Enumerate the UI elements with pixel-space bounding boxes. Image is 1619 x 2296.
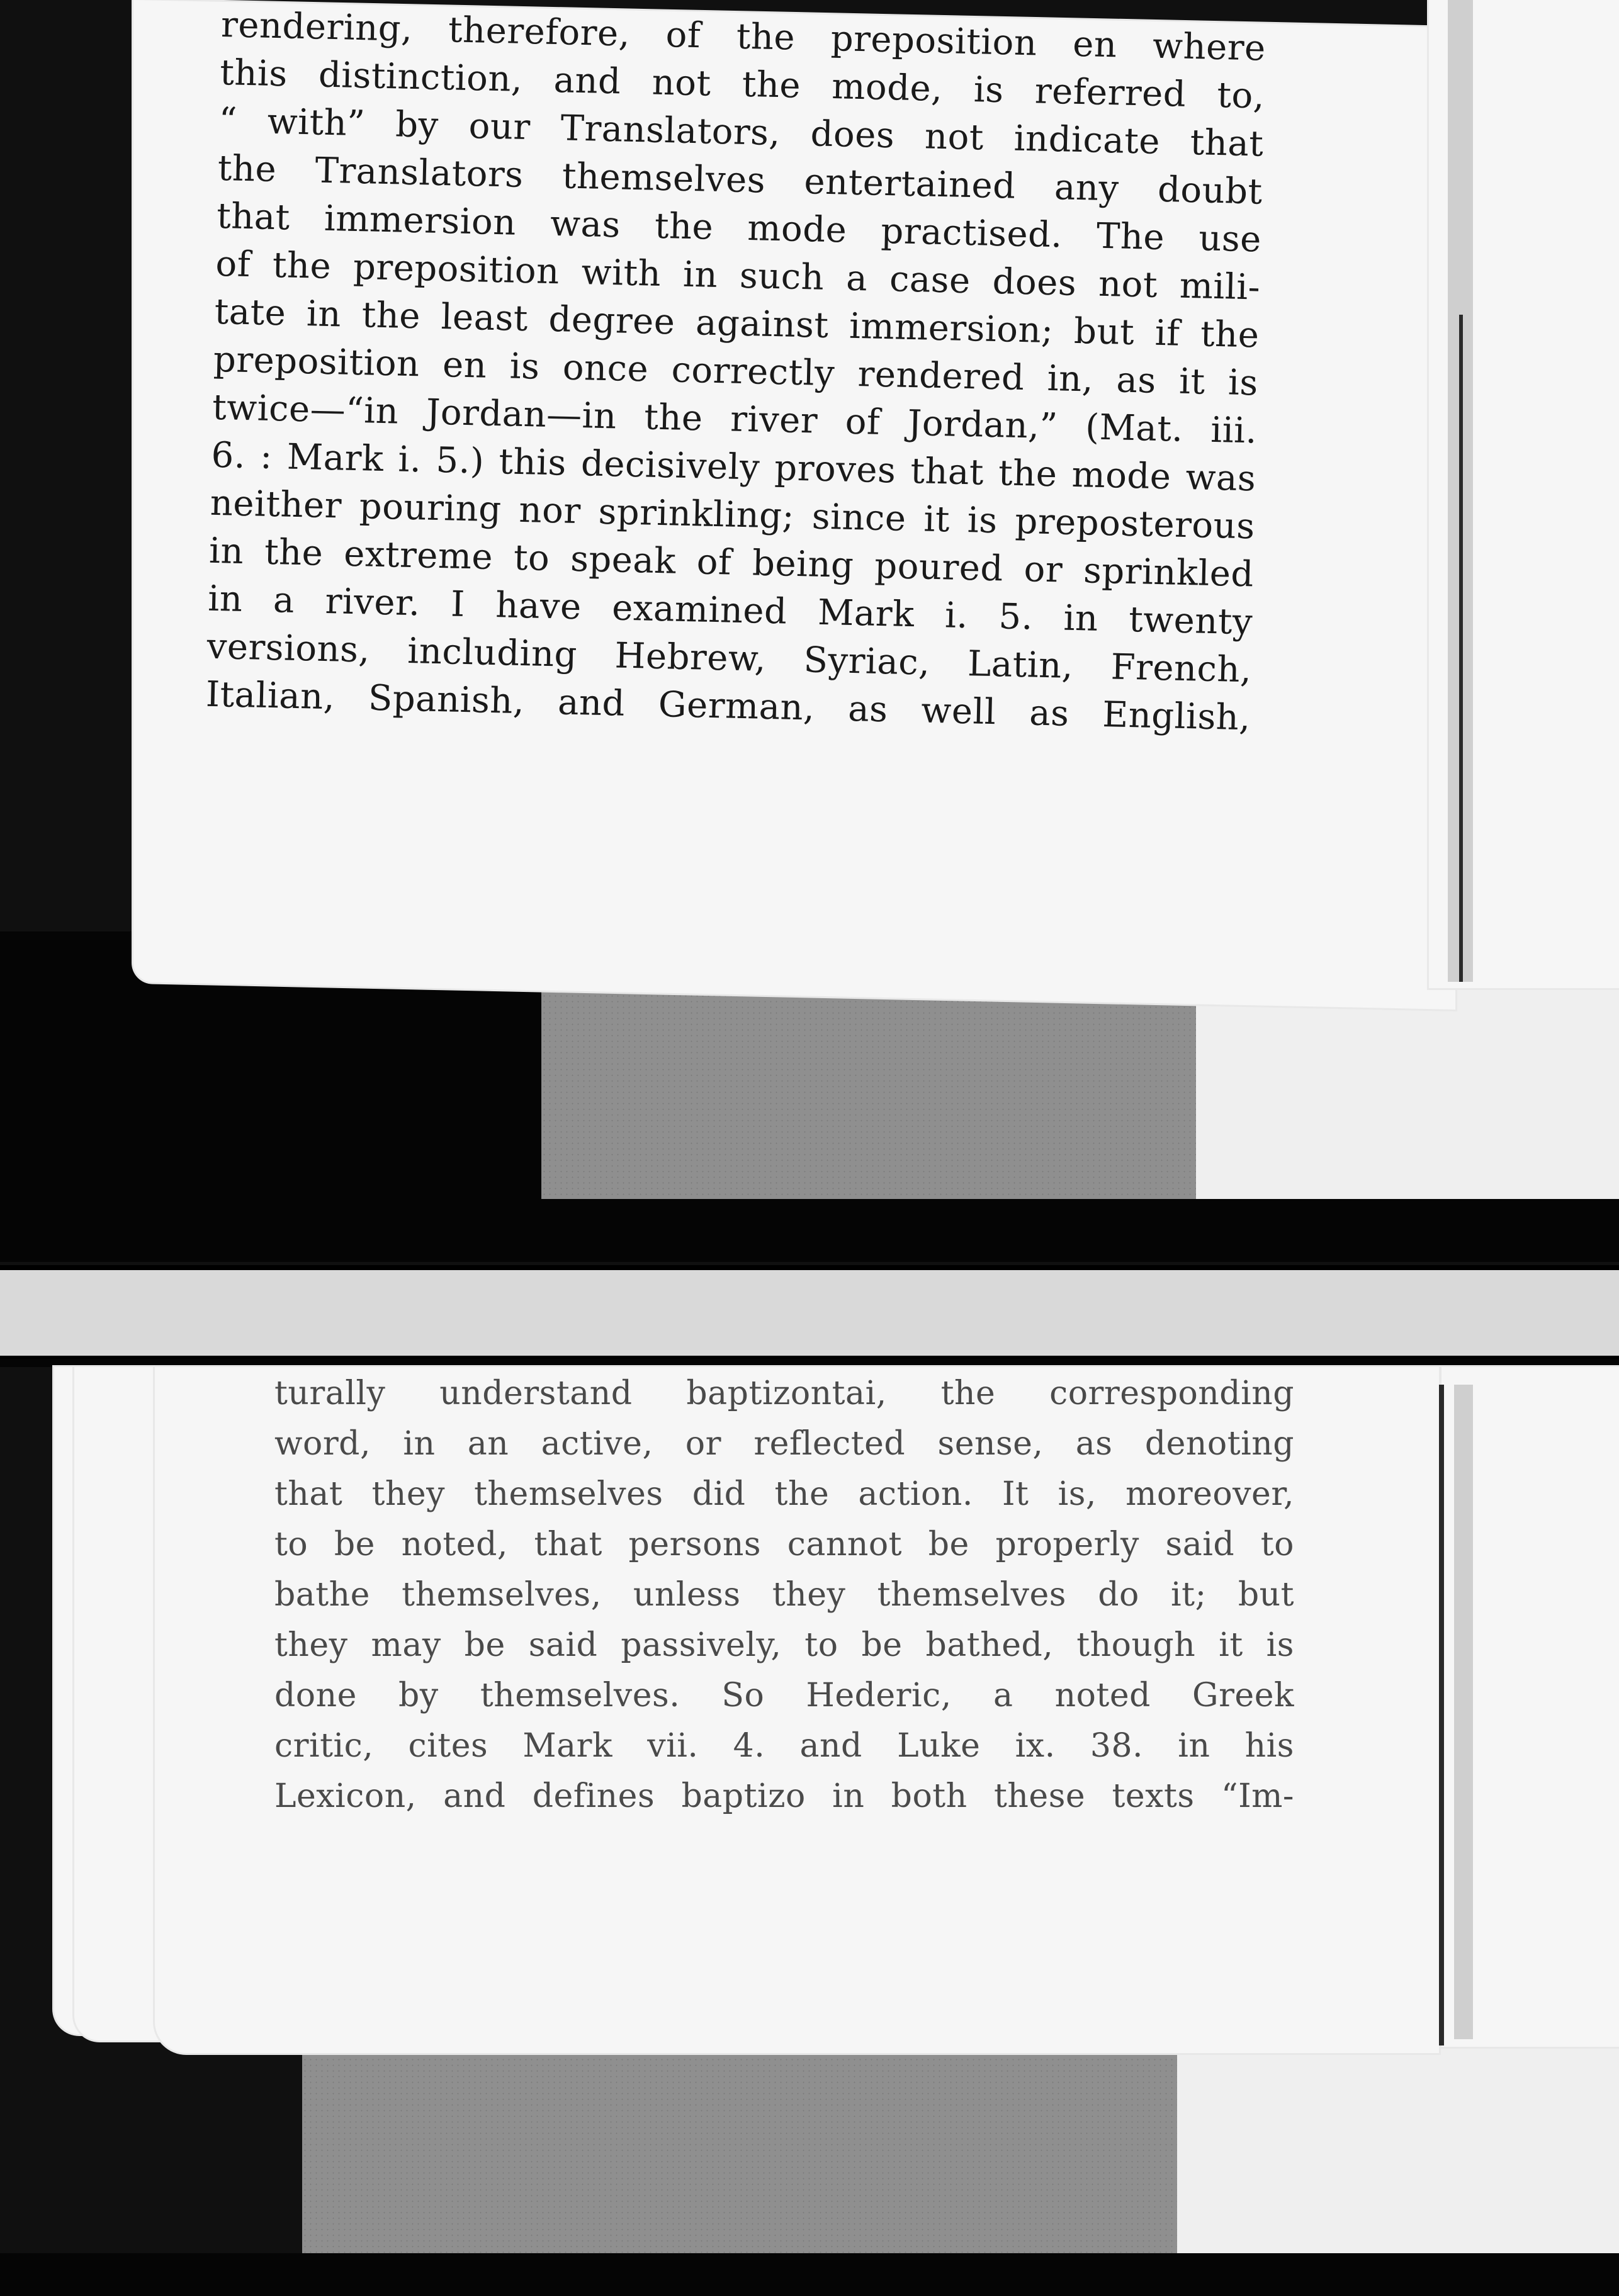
- gutter-line-bottom: [1439, 1385, 1444, 2046]
- top-bottom-band: [0, 1199, 1619, 1262]
- gutter-line-top: [1459, 315, 1463, 982]
- bottom-scan-frame: [0, 1359, 1619, 2296]
- text-line: Italian, Spanish, and German, as well as English,: [205, 673, 1251, 739]
- text-line: done by themselves. So Hederic, a noted Greek: [274, 1677, 1294, 1714]
- text-line: to be noted, that persons cannot be properly said to: [274, 1526, 1294, 1563]
- top-white-backing: [1196, 988, 1619, 1202]
- text-line: twice—“in Jordan—in the river of Jordan,” (Mat. iii.: [212, 386, 1258, 452]
- bottom-page-text: [274, 1368, 1294, 1821]
- text-line: in the extreme to speak of being poured or sprinkled: [208, 530, 1255, 595]
- text-line: 6. : Mark i. 5.) this decisively proves that the mode was: [210, 434, 1256, 500]
- frame-divider: [0, 1265, 1619, 1359]
- bottom-top-band: [0, 1359, 1619, 1367]
- text-line: rendering, therefore, of the preposition en where: [220, 4, 1266, 69]
- text-line: this distinction, and not the mode, is referred to,: [219, 52, 1265, 117]
- text-line: turally understand baptizontai, the corresponding: [274, 1375, 1294, 1412]
- bottom-grey-backing: [302, 2046, 1177, 2259]
- top-page-text: [205, 1, 1266, 742]
- text-line: that immersion was the mode practised. The use: [216, 195, 1262, 261]
- text-line: versions, including Hebrew, Syriac, Latin, French,: [206, 626, 1253, 691]
- text-line: the Translators themselves entertained any doubt: [217, 147, 1263, 213]
- text-line: word, in an active, or reflected sense, as denoting: [274, 1425, 1294, 1463]
- text-line: neither pouring nor sprinkling; since it is preposterous: [210, 482, 1256, 548]
- text-line: “ with” by our Translators, does not indicate that: [218, 99, 1265, 165]
- text-line: tate in the least degree against immersion; but if the: [214, 291, 1260, 356]
- bottom-bottom-band: [0, 2253, 1619, 2296]
- text-line: bathe themselves, unless they themselves do it; but: [274, 1576, 1294, 1614]
- text-line: Lexicon, and defines baptizo in both these texts “Im-: [274, 1777, 1294, 1815]
- bottom-white-backing: [1177, 2046, 1619, 2259]
- text-line: they may be said passively, to be bathed, though it is: [274, 1626, 1294, 1664]
- text-line: in a river. I have examined Mark i. 5. in twenty: [207, 578, 1253, 643]
- text-line: of the preposition with in such a case does not mili-: [215, 243, 1261, 308]
- text-line: that they themselves did the action. It is, moreover,: [274, 1475, 1294, 1513]
- text-line: preposition en is once correctly rendered in, as it is: [213, 339, 1259, 404]
- text-line: critic, cites Mark vii. 4. and Luke ix. 38. in his: [274, 1727, 1294, 1765]
- top-grey-backing: [541, 982, 1196, 1208]
- book-spine-bottom: [1454, 1385, 1473, 2039]
